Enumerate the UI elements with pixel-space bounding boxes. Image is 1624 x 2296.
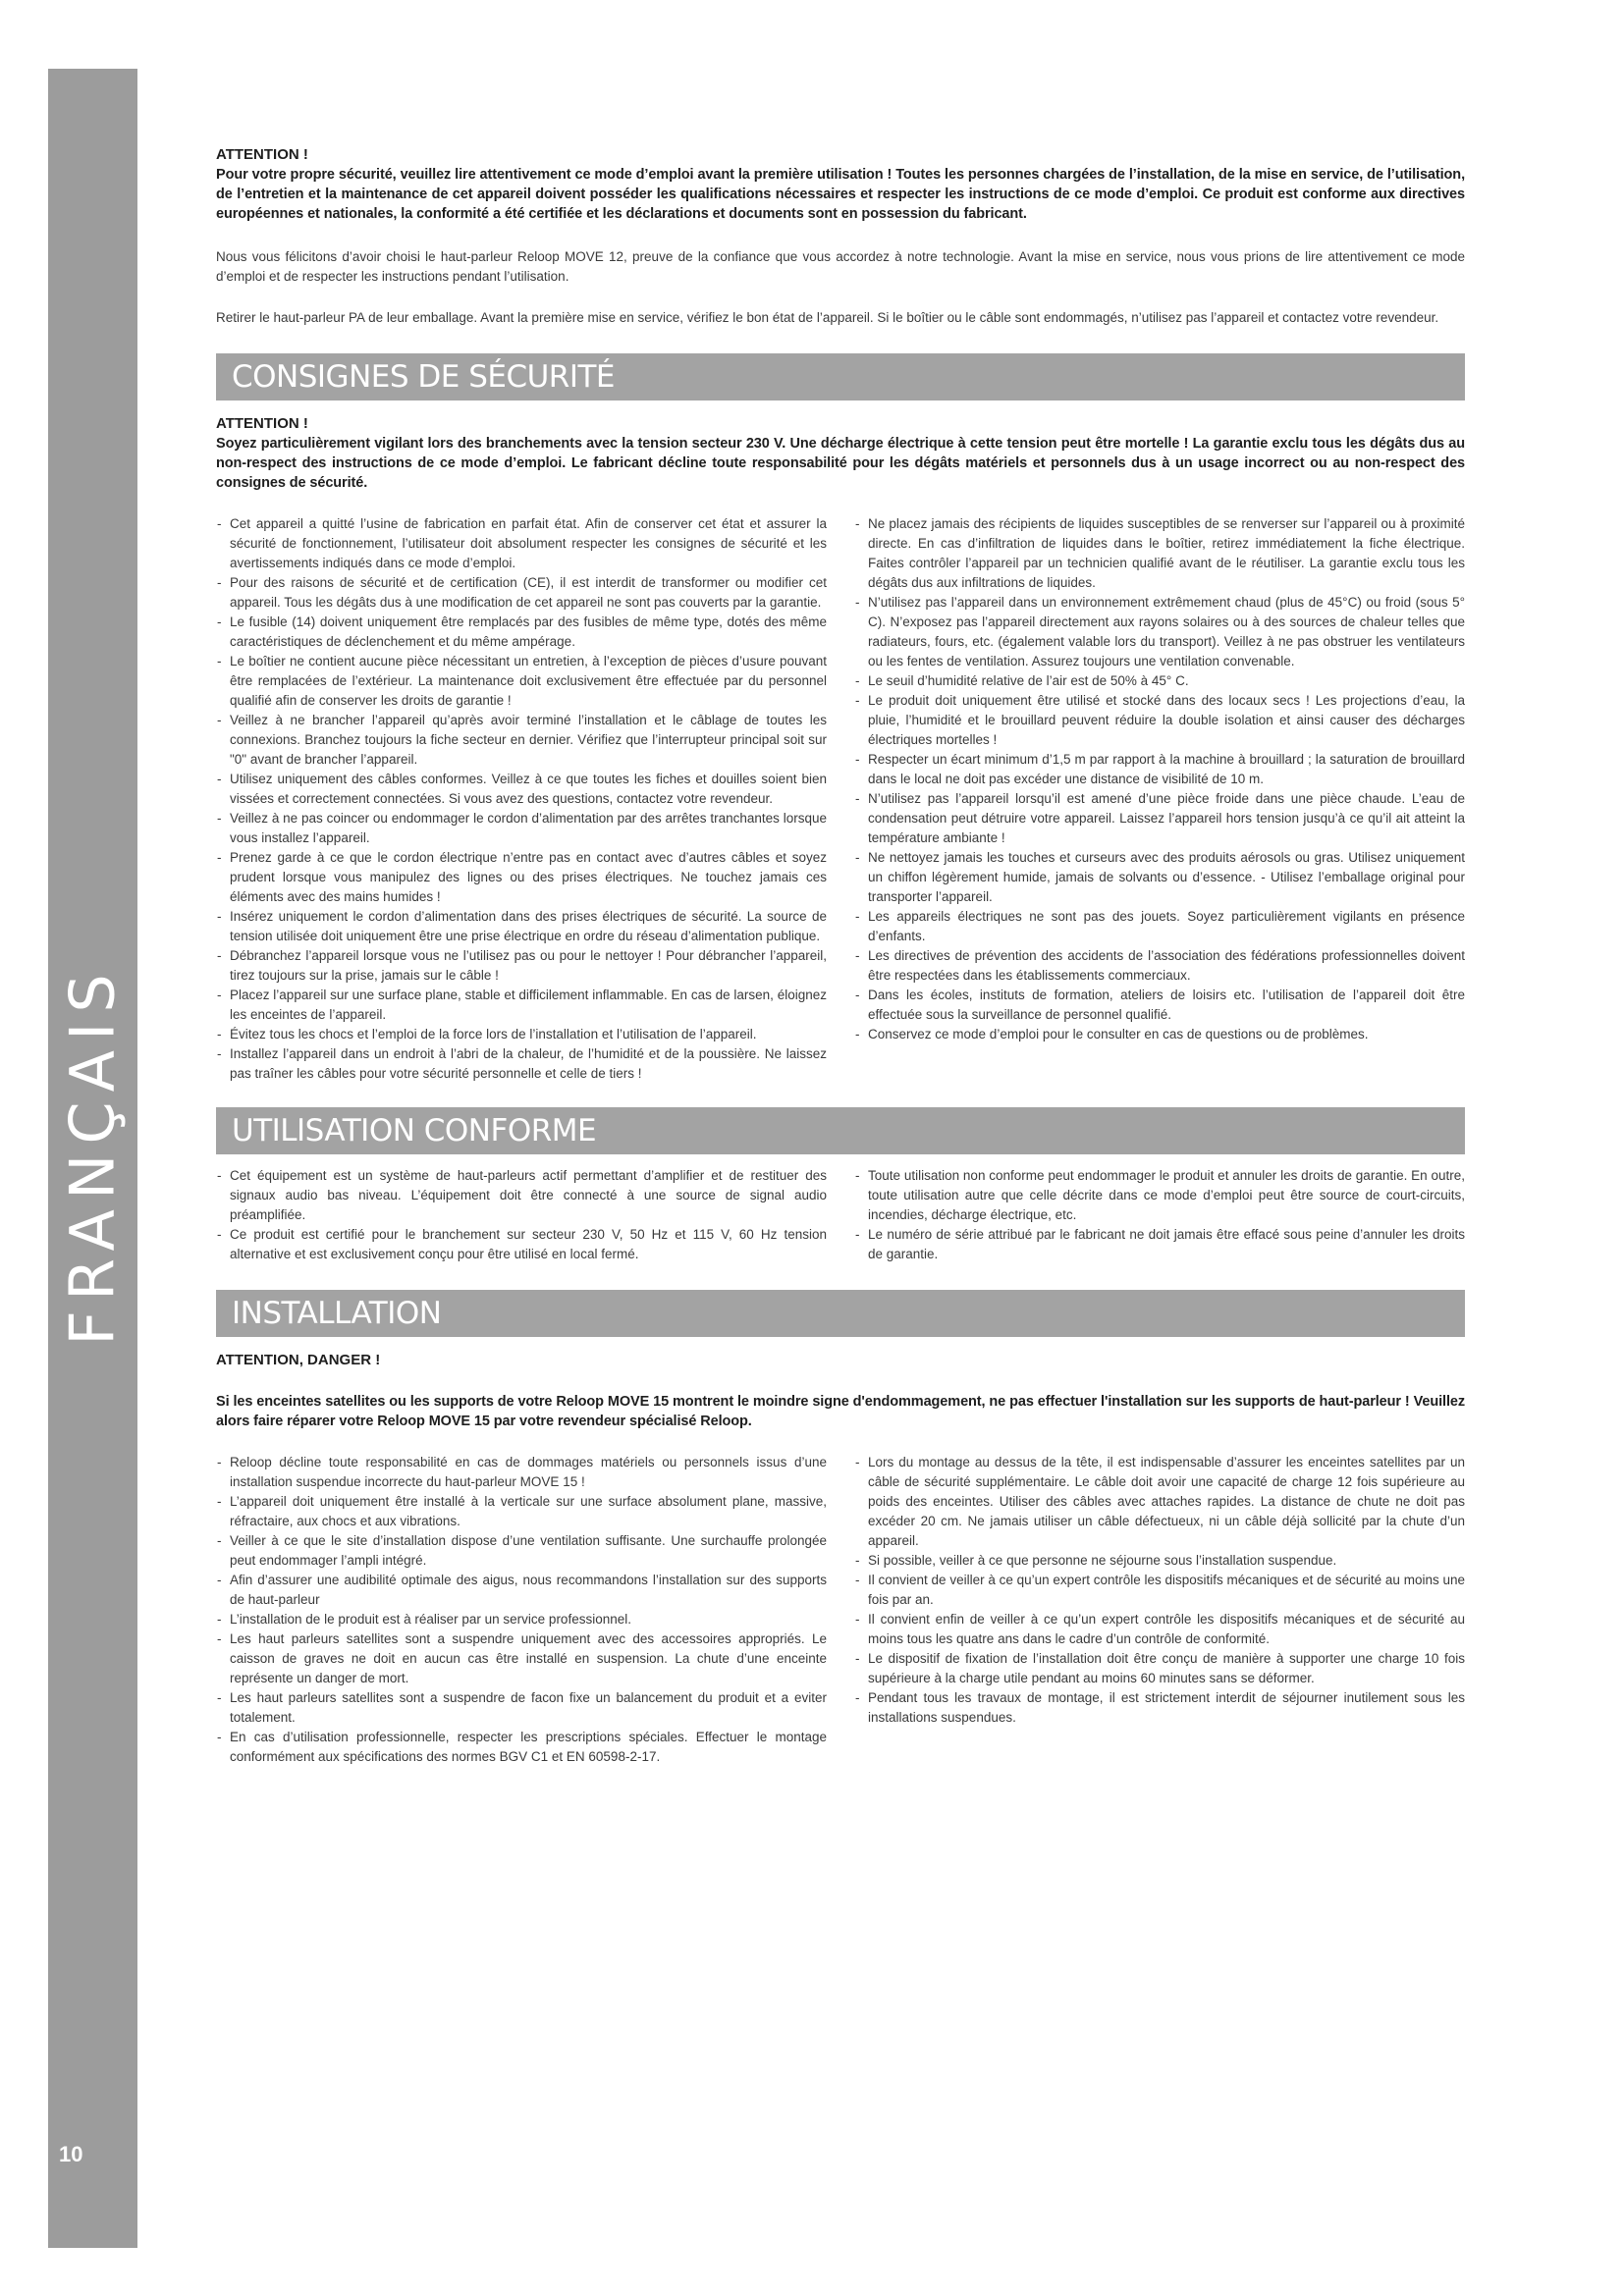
list-item: - Il convient de veiller à ce qu’un expert contrôle les dispositifs mécaniques et de sécurité au moins une fois par an. xyxy=(854,1571,1465,1610)
list-item: - Respecter un écart minimum d’1,5 m par rapport à la machine à brouillard ; la saturation de brouillard dans le local ne doit pas excéder une distance de visibilité de 10 m. xyxy=(854,750,1465,789)
list-item: - Utilisez uniquement des câbles conformes. Veillez à ce que toutes les fiches et douilles soient bien vissées et correctement connectées. Si vous avez des questions, contactez votre revendeur. xyxy=(216,770,827,809)
usage-right-column xyxy=(854,1166,1465,1264)
safety-right-column xyxy=(854,514,1465,1084)
list-item: - Toute utilisation non conforme peut endommager le produit et annuler les droits de garantie. En outre, toute utilisation autre que celle décrite dans ce mode d’emploi peut être source de court-circuits, incendies, décharge électrique, etc. xyxy=(854,1166,1465,1225)
section-header-usage xyxy=(216,1107,1465,1154)
section-header-installation xyxy=(216,1290,1465,1337)
language-text: FRANÇAIS xyxy=(57,963,129,1346)
usage-left-column xyxy=(216,1166,827,1264)
list-item: - L’installation de le produit est à réaliser par un service professionnel. xyxy=(216,1610,827,1629)
section-title: INSTALLATION xyxy=(232,1296,442,1331)
list-item: - Il convient enfin de veiller à ce qu’un expert contrôle les dispositifs mécaniques et de sécurité au moins tous les quatre ans dans le cadre d’un contrôle de conformité. xyxy=(854,1610,1465,1649)
list-item: - L’appareil doit uniquement être installé à la verticale sur une surface absolument plane, massive, réfractaire, aux chocs et aux vibrations. xyxy=(216,1492,827,1531)
list-item: - Ne nettoyez jamais les touches et curseurs avec des produits aérosols ou gras. Utilisez uniquement un chiffon légèrement humide, jamais de solvants ou d’essence. - Utilisez l’emballage original pour transporter l’appareil. xyxy=(854,848,1465,907)
list-item: - Lors du montage au dessus de la tête, il est indispensable d’assurer les enceintes satellites par un câble de sécurité supplémentaire. Le câble doit avoir une capacité de charge 12 fois supérieure au poids des enceintes. Utiliser des câbles avec attaches rapides. La distance de chute ne doit pas excéder 20 cm. Ne jamais utiliser un câble défectueux, ni un câble déjà sollicité par la chute d’un appareil. xyxy=(854,1453,1465,1551)
list-item: - Veillez à ne brancher l’appareil qu’après avoir terminé l’installation et le câblage de toutes les connexions. Branchez toujours la fiche secteur en dernier. Vérifiez que l’interrupteur principal soit sur "0" avant de brancher l’appareil. xyxy=(216,711,827,770)
list-item: - Le seuil d’humidité relative de l’air est de 50% à 45° C. xyxy=(854,671,1465,691)
safety-columns xyxy=(216,514,1465,1084)
safety-left-column xyxy=(216,514,827,1084)
intro-section xyxy=(216,145,1465,328)
list-item: - Dans les écoles, instituts de formation, ateliers de loisirs etc. l’utilisation de l’appareil doit être effectuée sous la surveillance de personnel qualifié. xyxy=(854,986,1465,1025)
list-item: - Ne placez jamais des récipients de liquides susceptibles de se renverser sur l’appareil ou à proximité directe. En cas d’infiltration de liquides dans le boîtier, retirez immédiatement la fiche électrique. Faites contrôler l’appareil par un technicien qualifié avant de le réutiliser. La garantie exclu tous les dégâts dus aux infiltrations de liquides. xyxy=(854,514,1465,593)
language-label xyxy=(48,963,137,1346)
installation-attention-title: ATTENTION, DANGER ! xyxy=(216,1352,381,1368)
intro-paragraph: Nous vous félicitons d’avoir choisi le haut-parleur Reloop MOVE 12, preuve de la confiance que vous accordez à notre technologie. Avant la mise en service, nous vous prions de lire attentivement ce mode d’emploi et de respecter les instructions pendant l’utilisation. xyxy=(216,249,1465,284)
list-item: - Reloop décline toute responsabilité en cas de dommages matériels ou personnels issus d’une installation suspendue incorrecte du haut-parleur MOVE 15 ! xyxy=(216,1453,827,1492)
list-item: - En cas d’utilisation professionnelle, respecter les prescriptions spéciales. Effectuer le montage conformément aux spécifications des normes BGV C1 et EN 60598-2-17. xyxy=(216,1728,827,1767)
list-item: - Le dispositif de fixation de l’installation doit être conçu de manière à supporter une charge 10 fois supérieure à la charge utile pendant au moins 60 minutes sans se déformer. xyxy=(854,1649,1465,1688)
list-item: - Cet équipement est un système de haut-parleurs actif permettant d’amplifier et de restituer des signaux audio bas niveau. L’équipement doit être connecté à une source de signal audio préamplifiée. xyxy=(216,1166,827,1225)
safety-attention-title: ATTENTION ! xyxy=(216,415,308,432)
intro-attention-text: Pour votre propre sécurité, veuillez lire attentivement ce mode d’emploi avant la première utilisation ! Toutes les personnes chargées de l’installation, de la mise en service, de l’utilisation, de l’entretien et la maintenance de cet appareil doivent posséder les qualifications nécessaires et respecter les instructions de ce mode d’emploi. Ce produit est conforme aux directives européennes et nationales, la conformité a été certifiée et les déclarations et documents sont en possession du fabricant. xyxy=(216,167,1465,222)
list-item: - Si possible, veiller à ce que personne ne séjourne sous l’installation suspendue. xyxy=(854,1551,1465,1571)
list-item: - Placez l’appareil sur une surface plane, stable et difficilement inflammable. En cas de larsen, éloignez les enceintes de l’appareil. xyxy=(216,986,827,1025)
installation-columns xyxy=(216,1453,1465,1767)
list-item: - Prenez garde à ce que le cordon électrique n’entre pas en contact avec d’autres câbles et soyez prudent lorsque vous manipulez des lignes ou des prises électriques. Ne touchez jamais ces éléments avec des mains humides ! xyxy=(216,848,827,907)
list-item: - N’utilisez pas l’appareil dans un environnement extrêmement chaud (plus de 45°C) ou froid (sous 5° C). N’exposez pas l’appareil directement aux rayons solaires ou à des sources de chaleur telles que radiateurs, fours, etc. (également valable lors du transport). Veillez à ne pas obstruer les ventilateurs ou les fentes de ventilation. Assurez toujours une ventilation convenable. xyxy=(854,593,1465,671)
installation-right-column xyxy=(854,1453,1465,1767)
installation-left-column xyxy=(216,1453,827,1767)
page-content xyxy=(216,145,1465,1767)
list-item: - Afin d’assurer une audibilité optimale des aigus, nous recommandons l’installation sur des supports de haut-parleur xyxy=(216,1571,827,1610)
list-item: - Pendant tous les travaux de montage, il est strictement interdit de séjourner inutilement sous les installations suspendues. xyxy=(854,1688,1465,1728)
list-item: - Les appareils électriques ne sont pas des jouets. Soyez particulièrement vigilants en présence d’enfants. xyxy=(854,907,1465,946)
list-item: - Veillez à ne pas coincer ou endommager le cordon d’alimentation par des arrêtes tranchantes lorsque vous installez l’appareil. xyxy=(216,809,827,848)
list-item: - Le fusible (14) doivent uniquement être remplacés par des fusibles de même type, dotés des même caractéristiques de déclenchement et du même ampérage. xyxy=(216,613,827,652)
section-title: UTILISATION CONFORME xyxy=(232,1113,597,1148)
list-item: - Installez l’appareil dans un endroit à l’abri de la chaleur, de l’humidité et de la poussière. Ne laissez pas traîner les câbles pour votre sécurité personnelle et celle de tiers ! xyxy=(216,1044,827,1084)
list-item: - Les haut parleurs satellites sont a suspendre uniquement avec des accessoires appropriés. Le caisson de graves ne doit en aucun cas être installé en suspension. La chute d’une enceinte représente un danger de mort. xyxy=(216,1629,827,1688)
list-item: - Veiller à ce que le site d’installation dispose d’une ventilation suffisante. Une surchauffe prolongée peut endommager l’ampli intégré. xyxy=(216,1531,827,1571)
intro-attention-title: ATTENTION ! xyxy=(216,146,308,163)
list-item: - Insérez uniquement le cordon d’alimentation dans des prises électriques de sécurité. La source de tension utilisée doit uniquement être une prise électrique en ordre du réseau d’alimentation publique. xyxy=(216,907,827,946)
list-item: - N’utilisez pas l’appareil lorsqu’il est amené d’une pièce froide dans une pièce chaude. L’eau de condensation peut détruire votre appareil. Laissez l’appareil hors tension jusqu’à ce qu’il ait atteint la température ambiante ! xyxy=(854,789,1465,848)
safety-attention-text: Soyez particulièrement vigilant lors des branchements avec la tension secteur 230 V. Une décharge électrique à cette tension peut être mortelle ! La garantie exclu tous les dégâts dus au non-respect des instructions de ce mode d’emploi. Le fabricant décline toute responsabilité pour les dégâts matériels et personnels dus à un usage incorrect ou au non-respect des consignes de sécurité. xyxy=(216,436,1465,491)
section-header-safety xyxy=(216,353,1465,400)
list-item: - Le boîtier ne contient aucune pièce nécessitant un entretien, à l’exception de pièces d’usure pouvant être remplacées de l’extérieur. La maintenance doit exclusivement être effectuée par du personnel qualifié afin de conserver les droits de garantie ! xyxy=(216,652,827,711)
list-item: - Évitez tous les chocs et l’emploi de la force lors de l’installation et l’utilisation de l’appareil. xyxy=(216,1025,827,1044)
list-item: - Les haut parleurs satellites sont a suspendre de facon fixe un balancement du produit et a eviter totalement. xyxy=(216,1688,827,1728)
list-item: - Le numéro de série attribué par le fabricant ne doit jamais être effacé sous peine d’annuler les droits de garantie. xyxy=(854,1225,1465,1264)
list-item: - Ce produit est certifié pour le branchement sur secteur 230 V, 50 Hz et 115 V, 60 Hz tension alternative et est exclusivement conçu pour être utilisé en local fermé. xyxy=(216,1225,827,1264)
list-item: - Les directives de prévention des accidents de l’association des fédérations professionnelles doivent être respectées dans les établissements commerciaux. xyxy=(854,946,1465,986)
usage-columns xyxy=(216,1166,1465,1264)
list-item: - Conservez ce mode d’emploi pour le consulter en cas de questions ou de problèmes. xyxy=(854,1025,1465,1044)
intro-paragraph: Retirer le haut-parleur PA de leur emballage. Avant la première mise en service, vérifiez le bon état de l’appareil. Si le boîtier ou le câble sont endommagés, n’utilisez pas l’appareil et contactez votre revendeur. xyxy=(216,310,1439,325)
list-item: - Débranchez l’appareil lorsque vous ne l’utilisez pas ou pour le nettoyer ! Pour débrancher l’appareil, tirez toujours sur la prise, jamais sur le câble ! xyxy=(216,946,827,986)
page-number: 10 xyxy=(59,2142,83,2166)
section-title: CONSIGNES DE SÉCURITÉ xyxy=(232,359,616,395)
list-item: - Le produit doit uniquement être utilisé et stocké dans des locaux secs ! Les projections d’eau, la pluie, l’humidité et le brouillard peuvent réduire la double isolation et ainsi causer des décharges électriques mortelles ! xyxy=(854,691,1465,750)
list-item: - Cet appareil a quitté l’usine de fabrication en parfait état. Afin de conserver cet état et assurer la sécurité de fonctionnement, l’utilisateur doit absolument respecter les consignes de sécurité et les avertissements indiqués dans ce mode d’emploi. xyxy=(216,514,827,573)
installation-attention-text: Si les enceintes satellites ou les supports de votre Reloop MOVE 15 montrent le moindre signe d'endommagement, ne pas effectuer l'installation sur les supports de haut-parleur ! Veuillez alors faire réparer votre Reloop MOVE 15 par votre revendeur spécialisé Reloop. xyxy=(216,1394,1465,1429)
list-item: - Pour des raisons de sécurité et de certification (CE), il est interdit de transformer ou modifier cet appareil. Tous les dégâts dus à une modification de cet appareil ne sont pas couverts par la garantie. xyxy=(216,573,827,613)
